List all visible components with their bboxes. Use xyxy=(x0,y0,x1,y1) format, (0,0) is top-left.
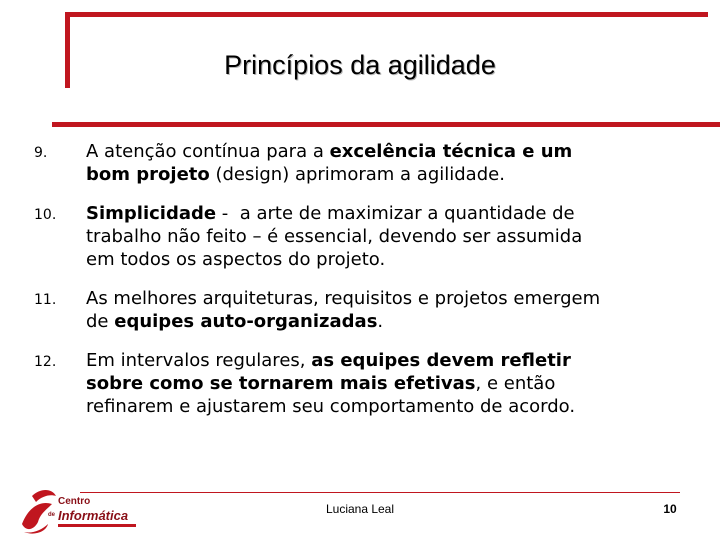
bold-text: bom projeto xyxy=(86,164,210,185)
text-segment: As melhores arquiteturas, requisitos e projetos emergem xyxy=(86,288,601,309)
text-line xyxy=(86,248,706,271)
text-segment: , e então xyxy=(475,373,556,394)
item-number: 12. xyxy=(34,354,57,370)
text-segment: - a arte de maximizar a quantidade de xyxy=(216,203,575,224)
bold-text: Simplicidade xyxy=(86,203,217,224)
footer-author: Luciana Leal xyxy=(325,502,395,516)
item-text xyxy=(86,202,706,271)
bold-text: equipes auto-organizadas xyxy=(114,311,378,332)
text-line xyxy=(86,163,706,186)
text-segment: refinarem e ajustarem seu comportamento de acordo. xyxy=(86,396,576,417)
text-line xyxy=(86,202,706,225)
item-text xyxy=(86,287,706,333)
bold-text: as equipes devem refletir xyxy=(311,350,571,371)
bold-text: sobre como se tornarem mais efetivas xyxy=(86,373,476,394)
item-text xyxy=(86,140,706,186)
text-line xyxy=(86,349,706,372)
text-segment: de xyxy=(86,311,115,332)
logo-text-centro: Centro xyxy=(58,496,91,507)
text-line xyxy=(86,310,706,333)
item-number: 10. xyxy=(34,207,57,223)
text-line xyxy=(86,372,706,395)
text-segment: A atenção contínua para a xyxy=(86,141,330,162)
logo-text-informatica: Informática xyxy=(58,508,129,523)
text-segment: em todos os aspectos do projeto. xyxy=(86,249,386,270)
bold-text: excelência técnica e um xyxy=(329,141,573,162)
slide-title: Princípios da agilidade xyxy=(224,50,496,80)
item-text xyxy=(86,349,706,418)
text-line xyxy=(86,140,706,163)
text-line xyxy=(86,225,706,248)
text-segment: . xyxy=(377,311,384,332)
text-segment: (design) aprimoram a agilidade. xyxy=(209,164,505,185)
logo-text-de: de xyxy=(48,512,56,518)
text-line xyxy=(86,287,706,310)
footer-line xyxy=(80,492,680,493)
text-segment: trabalho não feito – é essencial, devendo ser assumida xyxy=(86,226,583,247)
item-number: 11. xyxy=(34,292,57,308)
text-segment: Em intervalos regulares, xyxy=(86,350,312,371)
item-number: 9. xyxy=(34,145,48,161)
text-line xyxy=(86,395,706,418)
page-number: 10 xyxy=(663,502,677,516)
